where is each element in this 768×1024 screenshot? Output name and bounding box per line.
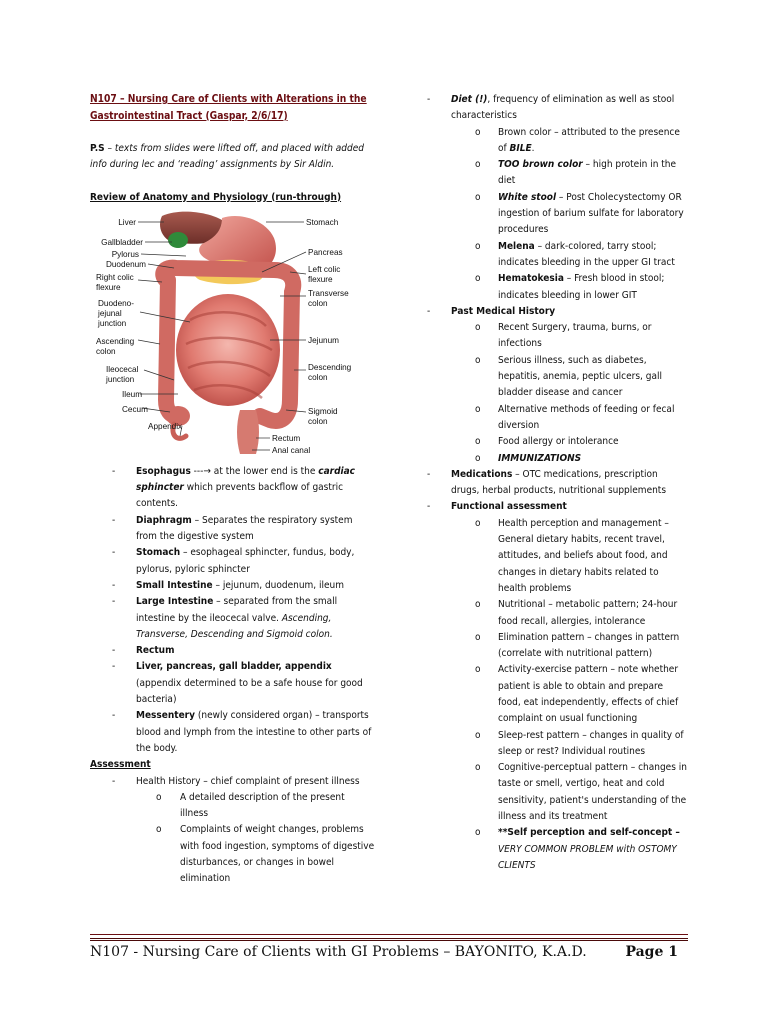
label-appendix: Appendix — [148, 421, 183, 431]
diet-sub-bold: Melena — [498, 240, 535, 252]
anatomy-item — [90, 594, 375, 643]
functional-assessment-sub-item: o Nutritional – metabolic pattern; 24-hour food recall, allergies, intolerance — [425, 597, 687, 630]
label-duodenojejunal-2: jejunal — [98, 308, 122, 318]
diet-sub-item — [425, 271, 687, 304]
page-number: Page 1 — [625, 944, 678, 960]
diet-sub-tail-wrap — [510, 143, 532, 154]
label-gallbladder: Gallbladder — [101, 237, 143, 247]
health-history-sub-1: o A detailed description of the present illness — [90, 790, 375, 823]
diet-sub-bold: Hematokesia — [498, 273, 564, 285]
pmh-sub-item — [425, 434, 687, 450]
label-ascending-colon-1: Ascending — [96, 336, 135, 346]
diet-sub-item — [425, 157, 687, 190]
anatomy-item-term: Stomach — [136, 547, 181, 559]
label-duodenojejunal-3: junction — [98, 318, 127, 328]
functional-assessment-sub-list — [425, 516, 687, 826]
review-heading: Review of Anatomy and Physiology (run-through) — [90, 191, 342, 203]
digestive-system-illustration — [90, 210, 352, 458]
diet-sub-text: Brown color – attributed to the presence of — [498, 126, 680, 154]
anatomy-item — [90, 708, 375, 757]
anatomy-item-term: Liver, pancreas, gall bladder, appendix — [136, 661, 332, 673]
anatomy-item — [90, 578, 375, 594]
anatomy-item — [90, 464, 375, 513]
label-duodenum: Duodenum — [105, 259, 146, 269]
anatomy-item-term: Small Intestine — [136, 579, 213, 591]
label-liver: Liver — [118, 217, 136, 227]
pmh-sub-bold — [498, 453, 581, 464]
anatomy-item-text: (newly considered organ) – transports blood and lymph from the intestine to other parts of the body. — [136, 710, 372, 754]
label-ileocecal-2: junction — [106, 374, 135, 384]
functional-assessment-sub-item: o Activity-exercise pattern – note whether patient is able to obtain and prepare food, eat independently, effects of chief complaint on usual functioning — [425, 662, 687, 727]
pmh-label: Past Medical History — [451, 305, 556, 317]
left-column — [90, 92, 375, 888]
label-ileocecal-1: Ileocecal — [106, 364, 139, 374]
diet-sub-text: – dark-colored, tarry stool; indicates bleeding in the upper GI tract — [498, 240, 675, 268]
label-descending-colon-2: colon — [308, 372, 328, 382]
anatomy-item-text: – Separates the respiratory system from the digestive system — [136, 514, 353, 543]
diet-sub-italic-wrap — [498, 159, 583, 170]
anatomy-item-rest: which prevents backflow of gastric contents. — [136, 482, 344, 510]
pmh-sub-text: Alternative methods of feeding or fecal diversion — [498, 403, 675, 431]
footer-rule — [90, 934, 688, 935]
diet-sub-tail: BILE — [509, 142, 532, 154]
functional-assessment-item — [425, 499, 687, 515]
diet-sub-italic: White stool — [498, 191, 557, 203]
label-rectum: Rectum — [272, 433, 301, 443]
health-history-sub-2: o Complaints of weight changes, problems with food ingestion, symptoms of digestive disturbances, or changes in bowel elimination — [90, 822, 375, 887]
digestive-anatomy-figure — [90, 210, 352, 458]
pmh-sub-text: IMMUNIZATIONS — [498, 452, 582, 464]
label-pancreas: Pancreas — [308, 247, 343, 257]
label-jejunum: Jejunum — [308, 335, 339, 345]
self-perception-note: VERY COMMON PROBLEM with OSTOMY CLIENTS — [498, 843, 677, 871]
anatomy-item-term: Large Intestine — [136, 596, 214, 608]
functional-assessment-sub-item: o Sleep-rest pattern – changes in quality of sleep or rest? Individual routines — [425, 728, 687, 761]
label-duodenojejunal-1: Duodeno- — [98, 298, 134, 308]
label-transverse-colon-1: Transverse — [308, 288, 349, 298]
label-transverse-colon-2: colon — [308, 298, 328, 308]
label-stomach: Stomach — [306, 217, 339, 227]
pmh-sub-item — [425, 320, 687, 353]
diet-sub-item — [425, 190, 687, 239]
label-ascending-colon-2: colon — [96, 346, 116, 356]
footer-double-rule — [90, 938, 688, 941]
ps-text: – texts from slides were lifted off, and placed with added info during lec and ‘reading’ assignments by Sir Aldin. — [90, 143, 364, 171]
anatomy-item-italic: Ascending, Transverse, Descending and Sigmoid colon. — [136, 612, 333, 640]
anatomy-item — [90, 643, 375, 659]
diet-label: Diet (!) — [451, 94, 488, 105]
label-ileum: Ileum — [122, 389, 143, 399]
label-pylorus: Pylorus — [111, 249, 139, 259]
right-column — [425, 92, 687, 874]
pmh-sub-item — [425, 451, 687, 467]
label-descending-colon-1: Descending — [308, 362, 352, 372]
past-medical-history-item — [425, 304, 687, 320]
label-left-colic-flexure-1: Left colic — [308, 264, 341, 274]
diet-text: , frequency of elimination as well as stool characteristics — [451, 94, 675, 122]
anatomy-item — [90, 513, 375, 546]
functional-assessment-sub-item: o Health perception and management – General dietary habits, recent travel, attitudes, and beliefs about food, and changes in dietary habits related to health problems — [425, 516, 687, 597]
self-perception-label: **Self perception and self-concept – — [498, 827, 680, 839]
anatomy-item-text: ---→ at the lower end is the — [190, 465, 319, 477]
anatomy-item — [90, 545, 375, 578]
label-sigmoid-colon-1: Sigmoid — [308, 406, 338, 416]
pmh-sub-text: Serious illness, such as diabetes, hepatitis, anemia, peptic ulcers, gall bladder disease and cancer — [498, 354, 662, 399]
label-left-colic-flexure-2: flexure — [308, 274, 333, 284]
functional-assessment-sub-item: o Elimination pattern – changes in pattern (correlate with nutritional pattern) — [425, 630, 687, 663]
pmh-sub-text: Food allergy or intolerance — [498, 436, 619, 448]
assessment-heading: Assessment — [90, 759, 151, 771]
label-anal-canal: Anal canal — [272, 445, 311, 455]
label-right-colic-flexure-2: flexure — [96, 282, 121, 292]
ps-label: P.S — [90, 143, 105, 154]
diet-sub-list — [425, 125, 687, 304]
anatomy-item-term: Esophagus — [136, 465, 191, 477]
anatomy-list — [90, 464, 375, 757]
label-cecum: Cecum — [122, 404, 148, 414]
anatomy-item-text: – jejunum, duodenum, ileum — [212, 579, 345, 591]
diet-item — [425, 92, 687, 125]
pmh-sub-text: Recent Surgery, trauma, burns, or infections — [498, 322, 652, 350]
anatomy-item-text: – esophageal sphincter, fundus, body, pylorus, pyloric sphincter — [136, 547, 355, 575]
self-perception-item — [425, 825, 687, 874]
diet-sub-end: . — [531, 142, 535, 154]
medications-label: Medications — [451, 468, 513, 480]
label-right-colic-flexure-1: Right colic — [96, 272, 134, 282]
pmh-sub-list — [425, 320, 687, 467]
footer-title: N107 - Nursing Care of Clients with GI Problems – BAYONITO, K.A.D. — [90, 944, 587, 960]
functional-assessment-sub-item: o Cognitive-perceptual pattern – changes in taste or smell, vertigo, heat and cold sensitivity, patient's understanding of the illness and its treatment — [425, 760, 687, 825]
diet-sub-text: – high protein in the diet — [498, 159, 677, 187]
diet-sub-text: – Post Cholecystectomy OR ingestion of barium sulfate for laboratory procedures — [498, 191, 684, 236]
anatomy-item-term: Diaphragm — [136, 514, 192, 526]
pmh-sub-item — [425, 402, 687, 435]
anatomy-item-italic: cardiac sphincter — [136, 465, 356, 494]
diet-sub-text: – Fresh blood in stool; indicates bleeding in lower GIT — [498, 273, 665, 301]
health-history-item: - Health History – chief complaint of present illness — [90, 774, 375, 790]
ps-note — [90, 141, 375, 174]
functional-assessment-label: Functional assessment — [451, 501, 567, 513]
anatomy-item — [90, 659, 375, 708]
anatomy-item-term: Messentery — [136, 710, 195, 722]
medications-text: – OTC medications, prescription drugs, herbal products, nutritional supplements — [451, 468, 667, 497]
diet-sub-item — [425, 125, 687, 158]
anatomy-item-term: Rectum — [136, 645, 175, 657]
anatomy-item-text: (appendix determined to be a safe house for good bacteria) — [136, 677, 363, 706]
medications-item — [425, 467, 687, 500]
anatomy-item-text: – separated from the small intestine by the ileocecal valve. — [136, 596, 338, 624]
pmh-sub-item — [425, 353, 687, 402]
label-sigmoid-colon-2: colon — [308, 416, 328, 426]
diet-sub-italic-wrap — [498, 192, 556, 203]
diet-sub-italic: TOO brown color — [498, 159, 583, 171]
diet-sub-item — [425, 239, 687, 272]
document-title: N107 – Nursing Care of Clients with Alterations in the Gastrointestinal Tract (Gaspar, 2/6/17) — [90, 94, 367, 122]
